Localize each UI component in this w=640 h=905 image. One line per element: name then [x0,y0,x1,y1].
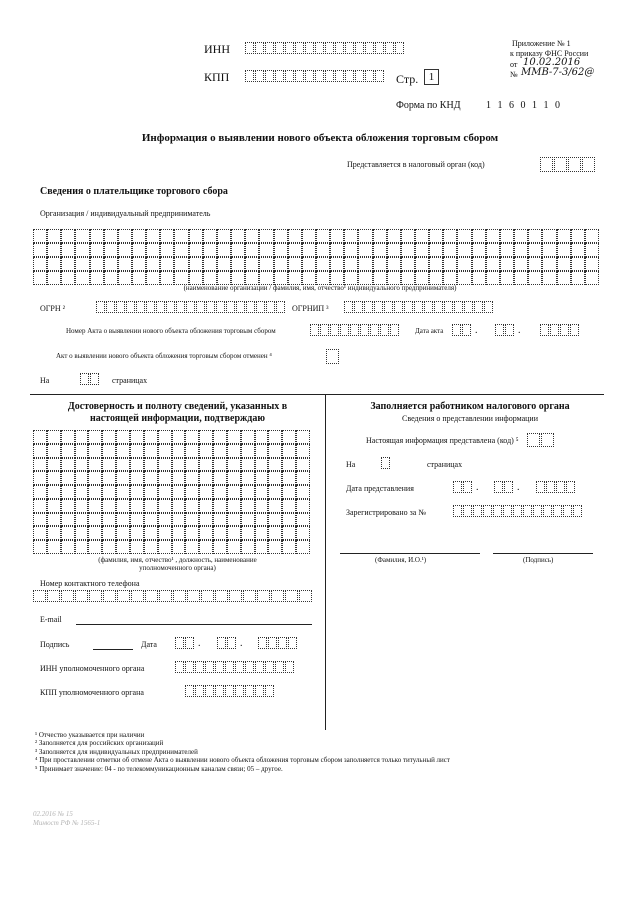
org-label: Организация / индивидуальный предприниматель [40,209,211,218]
left-heading-line2: настоящей информации, подтверждаю [89,412,266,424]
auth-inn-cells[interactable] [175,661,295,673]
act-number-cells[interactable] [310,324,400,336]
footnote-2: ² Заполняется для российских организаций [35,739,164,748]
column-divider [325,394,326,730]
left-date-day-cells[interactable] [175,637,195,649]
appendix-no: № [510,70,518,79]
ogrnip-cells[interactable] [344,301,494,313]
act-number-label: Номер Акта о выявлении нового объекта обложения торговым сбором [66,327,276,335]
right-sign-caption: (Подпись) [523,556,554,564]
right-pages-cells[interactable] [381,457,391,469]
auth-kpp-label: КПП уполномоченного органа [40,688,144,697]
fio-grid[interactable] [33,430,310,554]
page-label: Стр. [396,72,419,86]
knd-code: 1 1 6 0 1 1 0 [486,100,562,111]
email-field[interactable] [76,624,312,625]
pages-suffix: страницах [112,376,148,385]
act-cancel-label: Акт о выявлении нового объекта обложения торговым сбором отменен ⁴ [56,352,272,360]
left-heading [30,401,325,424]
section-divider [30,394,604,395]
right-heading: Заполняется работником налогового органа [370,401,570,412]
footnote-5: ⁵ Принимает значение: 04 - по телекоммуникационным каналам связи; 05 – другое. [35,764,283,773]
footnote-3: ³ Заполняется для индивидуальных предпринимателей [35,747,198,756]
right-date-month-cells[interactable] [494,481,514,493]
right-fio-line[interactable] [340,553,480,554]
presented-label: Настоящая информация представлена (код) ⁵ [366,436,519,445]
right-date-day-cells[interactable] [453,481,473,493]
kpp-cells[interactable] [245,70,385,82]
left-date-year-cells[interactable] [258,637,298,649]
pages-prefix: На [40,376,50,385]
form-title: Информация о выявлении нового объекта обложения торговым сбором [141,132,499,144]
appendix-date: 10.02.2016 [523,57,581,68]
ogrn-cells[interactable] [96,301,286,313]
left-date-month-cells[interactable] [217,637,237,649]
pages-count-cells[interactable] [80,373,100,385]
inn-label: ИНН [204,42,230,56]
ogrn-label: ОГРН ² [40,304,66,313]
right-subheading: Сведения о представлении информации [402,414,538,423]
act-date-label: Дата акта [415,327,444,335]
sign-line[interactable] [93,649,133,650]
left-date-label: Дата [141,640,157,649]
footnote-1: ¹ Отчество указывается при наличии [35,731,145,739]
appendix-ot: от [510,60,518,69]
left-heading-line1: Достоверность и полноту сведений, указанных в [67,401,288,412]
auth-inn-label: ИНН уполномоченного органа [40,664,145,673]
act-date-month-cells[interactable] [495,324,515,336]
tax-organ-label: Представляется в налоговый орган (код) [347,160,485,169]
appendix-line1: Приложение № 1 [512,39,571,48]
org-name-caption: (наименование организации / фамилия, имя, отчество¹ индивидуального предпринимателя) [183,284,457,292]
fio-caption-line1: (фамилия, имя, отчество¹ , должность, наименование [98,556,257,564]
phone-label: Номер контактного телефона [40,579,140,588]
stamp-line1: 02.2016 № 15 [33,810,73,818]
right-sign-line[interactable] [493,553,593,554]
tax-organ-code-cells[interactable] [540,157,596,172]
payer-heading: Сведения о плательщике торгового сбора [40,186,228,197]
auth-kpp-cells[interactable] [185,685,275,697]
phone-cells[interactable] [33,590,313,602]
act-cancel-cell[interactable] [326,349,340,364]
right-fio-caption: (Фамилия, И.О.¹) [375,556,427,564]
knd-label: Форма по КНД [396,100,461,111]
sign-label: Подпись [40,640,70,649]
presented-code-cells[interactable] [527,433,555,447]
registered-label: Зарегистрировано за № [346,508,426,517]
stamp-line2: Минюст РФ № 1565-1 [33,819,101,828]
right-pages-suffix: страницах [427,460,463,469]
act-date-day-cells[interactable] [452,324,472,336]
inn-cells[interactable] [245,42,405,54]
registered-cells[interactable] [453,505,583,517]
email-label: E-mail [40,615,62,624]
right-date-year-cells[interactable] [536,481,576,493]
fio-caption-line2: уполномоченного органа) [139,564,216,573]
page-number-box: 1 [424,69,439,85]
org-name-grid[interactable] [33,229,599,285]
appendix-number: ММВ-7-3/62@ [521,67,595,78]
footnote-4: ⁴ При проставлении отметки об отмене Акта о выявлении нового объекта обложения торговым сбором заполняется только титульный лист [35,756,450,765]
act-date-year-cells[interactable] [540,324,580,336]
registration-stamp [33,810,100,828]
right-pages-prefix: На [346,460,356,469]
kpp-label: КПП [204,70,230,84]
presented-date-label: Дата представления [346,484,414,493]
appendix-line2: к приказу ФНС России [510,49,589,58]
footnotes [35,731,450,773]
ogrnip-label: ОГРНИП ³ [292,304,329,313]
